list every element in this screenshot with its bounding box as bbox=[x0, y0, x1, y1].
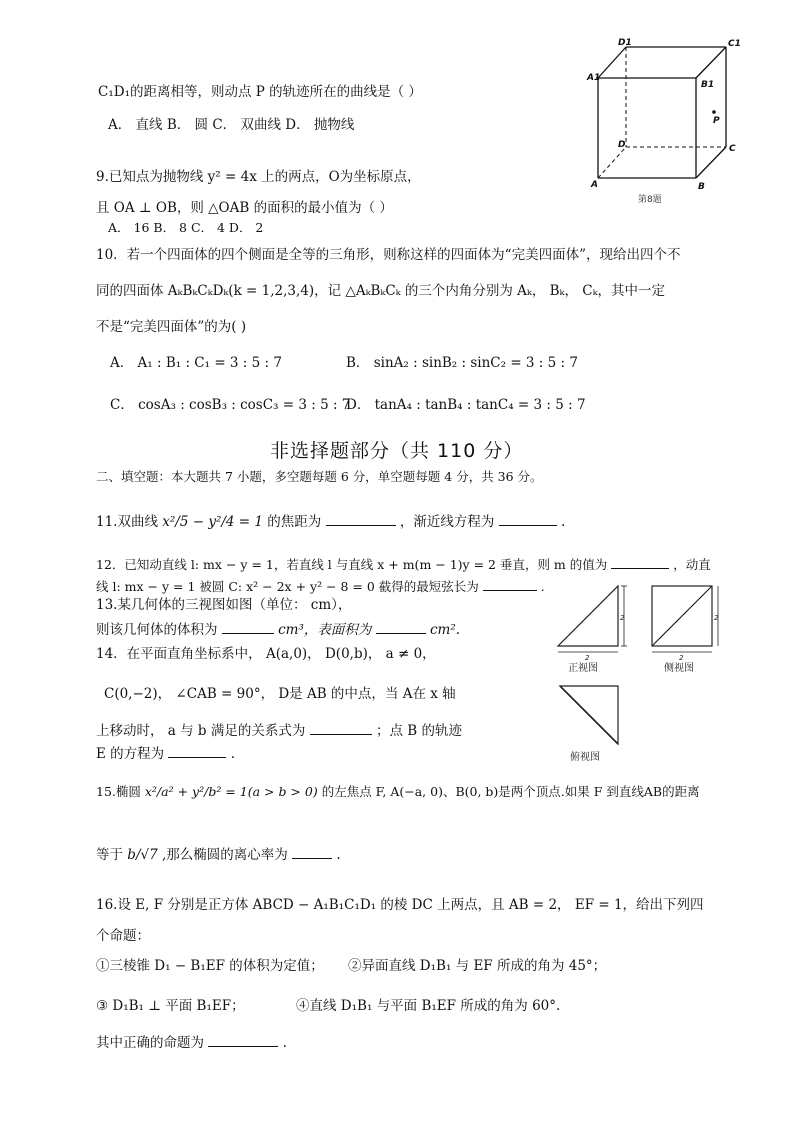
q13-blank-1[interactable] bbox=[222, 621, 274, 634]
q11-formula: x²/5 − y²/4 = 1 bbox=[162, 514, 263, 530]
q13-line1: 13.某几何体的三视图如图（单位： cm）， bbox=[96, 597, 352, 613]
q9-options: A． 16 B． 8 C． 4 D． 2 bbox=[108, 220, 264, 235]
cube-figure bbox=[586, 36, 746, 208]
q13-volume-text: 则该几何体的体积为 bbox=[96, 622, 218, 638]
q16-line5 bbox=[96, 1034, 287, 1051]
q12-line2 bbox=[96, 578, 545, 594]
q14-blank-1[interactable] bbox=[310, 722, 372, 735]
front-height-label: 2 bbox=[620, 614, 625, 622]
label-d1: D1 bbox=[618, 38, 632, 48]
q14-equation-text: E 的方程为 bbox=[96, 746, 165, 762]
q10-line3: 不是“完美四面体”的为( ) bbox=[96, 319, 247, 335]
three-views-figure bbox=[548, 580, 748, 770]
q15-fraction: b/√7 bbox=[127, 847, 158, 863]
q12-line2-end: . bbox=[540, 579, 545, 594]
cube-caption: 第8题 bbox=[638, 195, 662, 205]
q12-line2-text: 线 l: mx − y = 1 被圆 C: x² − 2x + y² − 8 = 0 截得的最短弦长为 bbox=[96, 579, 479, 594]
q14-line3 bbox=[96, 722, 462, 739]
q10-line1: 10．若一个四面体的四个侧面是全等的三角形，则称这样的四面体为“完美四面体”，现给出四个不 bbox=[96, 247, 681, 263]
q15-equal-text: 等于 bbox=[96, 847, 123, 863]
q16-end: . bbox=[282, 1035, 287, 1051]
top-view bbox=[560, 686, 618, 744]
label-p: P bbox=[713, 116, 720, 126]
q15-ecc-text: ,那么椭圆的离心率为 bbox=[161, 847, 288, 863]
q8-options: A． 直线 B． 圆 C． 双曲线 D． 抛物线 bbox=[108, 117, 355, 133]
label-b1: B1 bbox=[701, 80, 715, 90]
q16-line2: 个命题： bbox=[96, 928, 150, 944]
q16-prop-3: ③ D₁B₁ ⊥ 平面 B₁EF； bbox=[96, 998, 245, 1014]
q10-line2: 同的四面体 AₖBₖCₖDₖ(k = 1,2,3,4)，记 △AₖBₖCₖ 的三个内角分别为 Aₖ， Bₖ， Cₖ，其中一定 bbox=[96, 283, 666, 299]
q15-text: 的左焦点 F, A(−a, 0)、B(0, b)是两个顶点.如果 F 到直线AB的距离 bbox=[321, 784, 700, 799]
q16-prop-1: ①三棱锥 D₁ − B₁EF 的体积为定值； bbox=[96, 958, 324, 974]
q13-blank-2[interactable] bbox=[376, 621, 426, 634]
q15-line2 bbox=[96, 846, 341, 863]
label-d: D bbox=[618, 140, 626, 150]
q10-option-d: D． tanA₄ : tanB₄ : tanC₄ = 3 : 5 : 7 bbox=[346, 397, 586, 413]
q15-formula: x²/a² + y²/b² = 1(a > b > 0) bbox=[144, 784, 318, 799]
top-view-label: 俯视图 bbox=[570, 752, 600, 763]
q16-prop-4: ④直线 D₁B₁ 与平面 B₁EF 所成的角为 60°. bbox=[296, 998, 561, 1014]
label-c: C bbox=[729, 144, 736, 154]
q14-line4 bbox=[96, 745, 235, 762]
front-view bbox=[558, 586, 627, 652]
q13-unit: cm². bbox=[429, 622, 461, 638]
q11-line bbox=[96, 513, 565, 530]
q10-option-b: B． sinA₂ : sinB₂ : sinC₂ = 3 : 5 : 7 bbox=[346, 355, 578, 371]
q10-option-a: A． A₁ : B₁ : C₁ = 3 : 5 : 7 bbox=[110, 355, 282, 371]
q16-prop-2: ②异面直线 D₁B₁ 与 EF 所成的角为 45°； bbox=[348, 958, 607, 974]
q10-option-c: C． cosA₃ : cosB₃ : cosC₃ = 3 : 5 : 7 bbox=[110, 397, 351, 413]
q13-area-text: cm³，表面积为 bbox=[278, 622, 372, 638]
label-b: B bbox=[698, 182, 705, 192]
section-subtitle: 二、填空题：本大题共 7 小题，多空题每题 6 分，单空题每题 4 分，共 36 分。 bbox=[96, 469, 543, 484]
front-view-label: 正视图 bbox=[568, 663, 598, 674]
q12-line1 bbox=[96, 556, 711, 572]
q11-prefix: 11.双曲线 bbox=[96, 514, 158, 530]
q12-line1-text: 12．已知动直线 l: mx − y = 1，若直线 l 与直线 x + m(m − 1)y = 2 垂直，则 m 的值为 bbox=[96, 557, 608, 572]
q8-continuation: C₁D₁的距离相等，则动点 P 的轨迹所在的曲线是（ ） bbox=[98, 84, 422, 100]
q14-line2: C(0,−2)， ∠CAB = 90°， D是 AB 的中点，当 A在 x 轴 bbox=[104, 686, 456, 702]
q12-blank-1[interactable] bbox=[611, 556, 669, 569]
q14-end: . bbox=[230, 746, 236, 762]
q9-line2: 且 OA ⊥ OB，则 △OAB 的面积的最小值为（ ） bbox=[96, 200, 393, 216]
q11-blank-1[interactable] bbox=[326, 513, 396, 526]
q16-line1: 16.设 E, F 分别是正方体 ABCD − A₁B₁C₁D₁ 的棱 DC 上两点，且 AB = 2， EF = 1，给出下列四 bbox=[96, 897, 704, 913]
q16-blank[interactable] bbox=[208, 1034, 278, 1047]
q16-answer-text: 其中正确的命题为 bbox=[96, 1035, 204, 1051]
q9-line1: 9.已知点为抛物线 y² = 4x 上的两点，O为坐标原点， bbox=[96, 169, 421, 185]
q11-blank-2[interactable] bbox=[499, 513, 557, 526]
side-view-label: 侧视图 bbox=[664, 663, 694, 674]
side-width-label: 2 bbox=[679, 654, 684, 662]
label-a1: A1 bbox=[587, 73, 601, 83]
q12-blank-2[interactable] bbox=[483, 578, 537, 591]
front-width-label: 2 bbox=[585, 654, 590, 662]
q11-focal-text: 的焦距为 bbox=[267, 514, 322, 530]
section-title: 非选择题部分（共 110 分） bbox=[270, 440, 524, 462]
label-c1: C1 bbox=[728, 39, 741, 49]
point-p-dot bbox=[712, 110, 716, 114]
side-view bbox=[652, 586, 718, 652]
label-a: A bbox=[591, 180, 598, 190]
q14-locus-text: ；点 B 的轨迹 bbox=[375, 723, 462, 739]
q14-line1: 14．在平面直角坐标系中， A(a,0)， D(0,b)， a ≠ 0， bbox=[96, 646, 436, 662]
q15-blank[interactable] bbox=[292, 846, 332, 859]
q11-end: . bbox=[560, 514, 566, 530]
q15-line1 bbox=[96, 786, 700, 799]
side-height-label: 2 bbox=[714, 614, 719, 622]
q13-line2 bbox=[96, 621, 460, 638]
q15-prefix: 15.椭圆 bbox=[96, 784, 141, 799]
q14-blank-2[interactable] bbox=[168, 745, 226, 758]
q12-line1-end: ，动直 bbox=[673, 557, 711, 572]
q14-relation-text: 上移动时， a 与 b 满足的关系式为 bbox=[96, 723, 306, 739]
q11-asymptote-text: ，渐近线方程为 bbox=[399, 514, 495, 530]
q15-end: . bbox=[336, 847, 341, 863]
